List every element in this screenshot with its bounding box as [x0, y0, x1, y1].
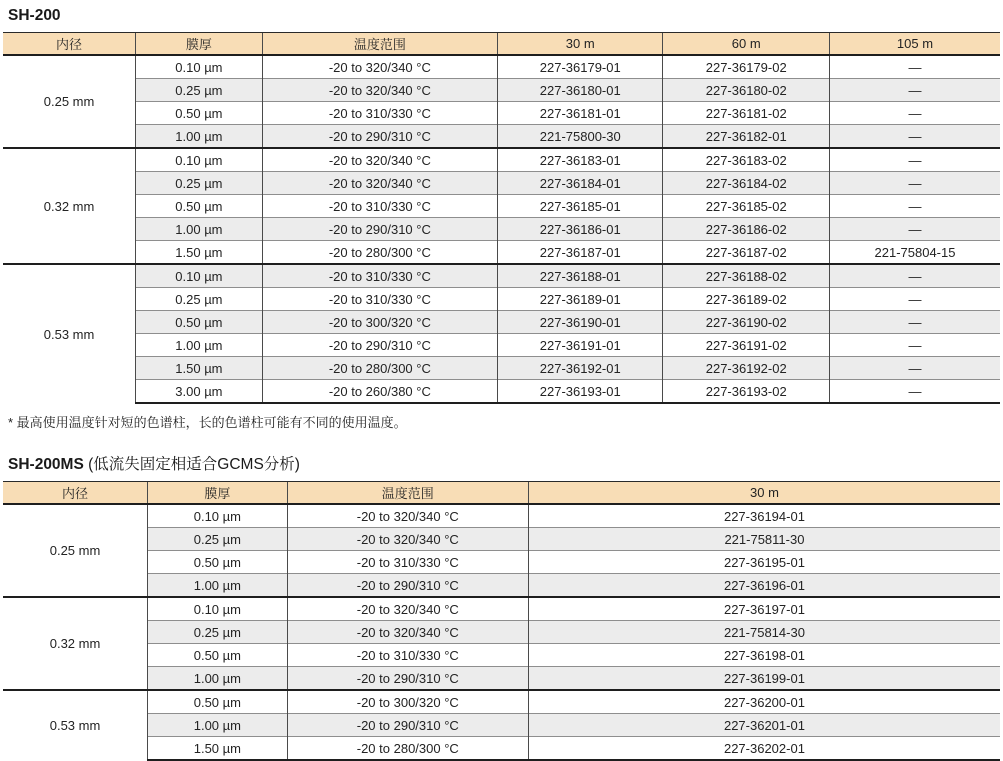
part-number-cell: 227-36195-01 — [528, 551, 1000, 574]
part-number-cell: 227-36184-02 — [663, 172, 829, 195]
film-thickness-cell: 1.50 µm — [136, 357, 263, 380]
table-row — [3, 621, 1000, 644]
part-number-cell: 227-36181-01 — [497, 102, 663, 125]
film-thickness-cell: 0.25 µm — [148, 621, 288, 644]
part-number-cell: — — [829, 357, 1000, 380]
table-row — [3, 597, 1000, 621]
column-header: 30 m — [497, 33, 663, 56]
part-number-cell: 227-36189-01 — [497, 288, 663, 311]
temp-range-cell: -20 to 310/330 °C — [262, 264, 497, 288]
part-number-cell: 227-36182-01 — [663, 125, 829, 149]
temp-range-cell: -20 to 290/310 °C — [262, 218, 497, 241]
film-thickness-cell: 3.00 µm — [136, 380, 263, 404]
inner-diameter-cell: 0.25 mm — [3, 504, 148, 597]
part-number-cell: 227-36181-02 — [663, 102, 829, 125]
part-number-cell: 227-36184-01 — [497, 172, 663, 195]
table-row — [3, 241, 1000, 265]
sh200-table — [3, 32, 1000, 404]
temp-range-cell: -20 to 310/330 °C — [287, 644, 528, 667]
part-number-cell: 227-36192-02 — [663, 357, 829, 380]
part-number-cell: — — [829, 311, 1000, 334]
part-number-cell: — — [829, 79, 1000, 102]
part-number-cell: — — [829, 172, 1000, 195]
temp-range-cell: -20 to 290/310 °C — [262, 125, 497, 149]
part-number-cell: 227-36180-01 — [497, 79, 663, 102]
table-row — [3, 148, 1000, 172]
table-row — [3, 380, 1000, 404]
part-number-cell: 227-36183-02 — [663, 148, 829, 172]
part-number-cell: 227-36193-02 — [663, 380, 829, 404]
header-row — [3, 33, 1000, 56]
sh200ms-table-body — [3, 504, 1000, 760]
column-header: 温度范围 — [287, 482, 528, 505]
table-row — [3, 334, 1000, 357]
table-row — [3, 551, 1000, 574]
part-number-cell: 221-75814-30 — [528, 621, 1000, 644]
part-number-cell: 221-75804-15 — [829, 241, 1000, 265]
temp-range-cell: -20 to 320/340 °C — [262, 148, 497, 172]
part-number-cell: 227-36200-01 — [528, 690, 1000, 714]
part-number-cell: 227-36185-02 — [663, 195, 829, 218]
table-row — [3, 667, 1000, 691]
film-thickness-cell: 0.10 µm — [148, 597, 288, 621]
table-row — [3, 311, 1000, 334]
column-header: 膜厚 — [148, 482, 288, 505]
film-thickness-cell: 0.10 µm — [136, 55, 263, 79]
temp-range-cell: -20 to 320/340 °C — [262, 172, 497, 195]
part-number-cell: 227-36199-01 — [528, 667, 1000, 691]
sh200ms-table — [3, 481, 1000, 761]
column-header: 膜厚 — [136, 33, 263, 56]
part-number-cell: 227-36185-01 — [497, 195, 663, 218]
film-thickness-cell: 0.10 µm — [136, 264, 263, 288]
temp-range-cell: -20 to 300/320 °C — [287, 690, 528, 714]
film-thickness-cell: 0.50 µm — [148, 551, 288, 574]
inner-diameter-cell: 0.32 mm — [3, 148, 136, 264]
part-number-cell: 227-36192-01 — [497, 357, 663, 380]
part-number-cell: — — [829, 55, 1000, 79]
part-number-cell: 227-36190-01 — [497, 311, 663, 334]
table-row — [3, 79, 1000, 102]
temp-range-cell: -20 to 280/300 °C — [262, 241, 497, 265]
part-number-cell: — — [829, 288, 1000, 311]
part-number-cell: 227-36191-01 — [497, 334, 663, 357]
film-thickness-cell: 1.00 µm — [136, 125, 263, 149]
table-row — [3, 264, 1000, 288]
temp-range-cell: -20 to 310/330 °C — [262, 195, 497, 218]
part-number-cell: 221-75811-30 — [528, 528, 1000, 551]
table-row — [3, 357, 1000, 380]
temp-range-cell: -20 to 320/340 °C — [287, 528, 528, 551]
temp-range-cell: -20 to 290/310 °C — [287, 714, 528, 737]
inner-diameter-cell: 0.53 mm — [3, 264, 136, 403]
table-row — [3, 218, 1000, 241]
temp-range-cell: -20 to 320/340 °C — [262, 79, 497, 102]
film-thickness-cell: 0.50 µm — [136, 311, 263, 334]
part-number-cell: 227-36202-01 — [528, 737, 1000, 761]
part-number-cell: 227-36201-01 — [528, 714, 1000, 737]
temp-range-cell: -20 to 310/330 °C — [262, 288, 497, 311]
film-thickness-cell: 1.00 µm — [148, 667, 288, 691]
film-thickness-cell: 0.25 µm — [136, 79, 263, 102]
column-header: 105 m — [829, 33, 1000, 56]
table-row — [3, 714, 1000, 737]
table-row — [3, 528, 1000, 551]
film-thickness-cell: 1.00 µm — [136, 218, 263, 241]
table-subtitle-text: (低流失固定相适合GCMS分析) — [83, 456, 300, 473]
sh200-table-header — [3, 33, 1000, 56]
part-number-cell: 227-36191-02 — [663, 334, 829, 357]
header-row — [3, 482, 1000, 505]
table-title-text: SH-200 — [8, 7, 61, 24]
table-row — [3, 288, 1000, 311]
film-thickness-cell: 1.50 µm — [136, 241, 263, 265]
film-thickness-cell: 0.50 µm — [148, 644, 288, 667]
part-number-cell: — — [829, 148, 1000, 172]
film-thickness-cell: 1.00 µm — [148, 574, 288, 598]
temp-range-cell: -20 to 280/300 °C — [287, 737, 528, 761]
part-number-cell: 227-36194-01 — [528, 504, 1000, 528]
part-number-cell: 227-36183-01 — [497, 148, 663, 172]
temp-range-cell: -20 to 290/310 °C — [287, 667, 528, 691]
film-thickness-cell: 1.00 µm — [136, 334, 263, 357]
table-row — [3, 55, 1000, 79]
part-number-cell: 227-36179-02 — [663, 55, 829, 79]
film-thickness-cell: 0.50 µm — [148, 690, 288, 714]
film-thickness-cell: 0.50 µm — [136, 195, 263, 218]
film-thickness-cell: 0.10 µm — [148, 504, 288, 528]
spacer — [3, 431, 1000, 455]
part-number-cell: 227-36196-01 — [528, 574, 1000, 598]
sh200-table-body — [3, 55, 1000, 403]
table-row — [3, 690, 1000, 714]
sh200ms-table-title — [8, 455, 1000, 475]
column-header: 60 m — [663, 33, 829, 56]
part-number-cell: — — [829, 334, 1000, 357]
film-thickness-cell: 0.50 µm — [136, 102, 263, 125]
part-number-cell: — — [829, 102, 1000, 125]
part-number-cell: 227-36186-01 — [497, 218, 663, 241]
part-number-cell: 227-36197-01 — [528, 597, 1000, 621]
column-header: 30 m — [528, 482, 1000, 505]
part-number-cell: 221-75800-30 — [497, 125, 663, 149]
footnote: * 最高使用温度针对短的色谱柱，长的色谱柱可能有不同的使用温度。 — [8, 415, 407, 430]
part-number-cell: — — [829, 218, 1000, 241]
table-row — [3, 504, 1000, 528]
part-number-cell: — — [829, 195, 1000, 218]
part-number-cell: 227-36187-02 — [663, 241, 829, 265]
sh200-table-title — [8, 6, 1000, 26]
temp-range-cell: -20 to 290/310 °C — [262, 334, 497, 357]
part-number-cell: 227-36188-02 — [663, 264, 829, 288]
part-number-cell: 227-36180-02 — [663, 79, 829, 102]
table-row — [3, 737, 1000, 761]
part-number-cell: 227-36189-02 — [663, 288, 829, 311]
part-number-cell: — — [829, 125, 1000, 149]
part-number-cell: — — [829, 380, 1000, 404]
temp-range-cell: -20 to 310/330 °C — [262, 102, 497, 125]
part-number-cell: 227-36187-01 — [497, 241, 663, 265]
temp-range-cell: -20 to 300/320 °C — [262, 311, 497, 334]
part-number-cell: 227-36186-02 — [663, 218, 829, 241]
temp-range-cell: -20 to 310/330 °C — [287, 551, 528, 574]
film-thickness-cell: 0.25 µm — [136, 288, 263, 311]
temp-range-cell: -20 to 320/340 °C — [287, 621, 528, 644]
inner-diameter-cell: 0.32 mm — [3, 597, 148, 690]
table-row — [3, 574, 1000, 598]
temp-range-cell: -20 to 260/380 °C — [262, 380, 497, 404]
part-number-cell: 227-36190-02 — [663, 311, 829, 334]
part-number-cell: — — [829, 264, 1000, 288]
temp-range-cell: -20 to 280/300 °C — [262, 357, 497, 380]
table-row — [3, 102, 1000, 125]
film-thickness-cell: 0.10 µm — [136, 148, 263, 172]
film-thickness-cell: 0.25 µm — [148, 528, 288, 551]
inner-diameter-cell: 0.25 mm — [3, 55, 136, 148]
film-thickness-cell: 1.00 µm — [148, 714, 288, 737]
table-row — [3, 644, 1000, 667]
part-number-cell: 227-36179-01 — [497, 55, 663, 79]
table-row — [3, 195, 1000, 218]
temp-range-cell: -20 to 290/310 °C — [287, 574, 528, 598]
part-number-cell: 227-36188-01 — [497, 264, 663, 288]
part-number-cell: 227-36193-01 — [497, 380, 663, 404]
table-title-text: SH-200MS — [8, 456, 84, 473]
film-thickness-cell: 1.50 µm — [148, 737, 288, 761]
temp-range-cell: -20 to 320/340 °C — [287, 597, 528, 621]
inner-diameter-cell: 0.53 mm — [3, 690, 148, 760]
table-row — [3, 172, 1000, 195]
column-header: 内径 — [3, 482, 148, 505]
sh200ms-table-header — [3, 482, 1000, 505]
part-number-cell: 227-36198-01 — [528, 644, 1000, 667]
column-header: 温度范围 — [262, 33, 497, 56]
film-thickness-cell: 0.25 µm — [136, 172, 263, 195]
temp-range-cell: -20 to 320/340 °C — [262, 55, 497, 79]
table-row — [3, 125, 1000, 149]
temp-range-cell: -20 to 320/340 °C — [287, 504, 528, 528]
column-header: 内径 — [3, 33, 136, 56]
